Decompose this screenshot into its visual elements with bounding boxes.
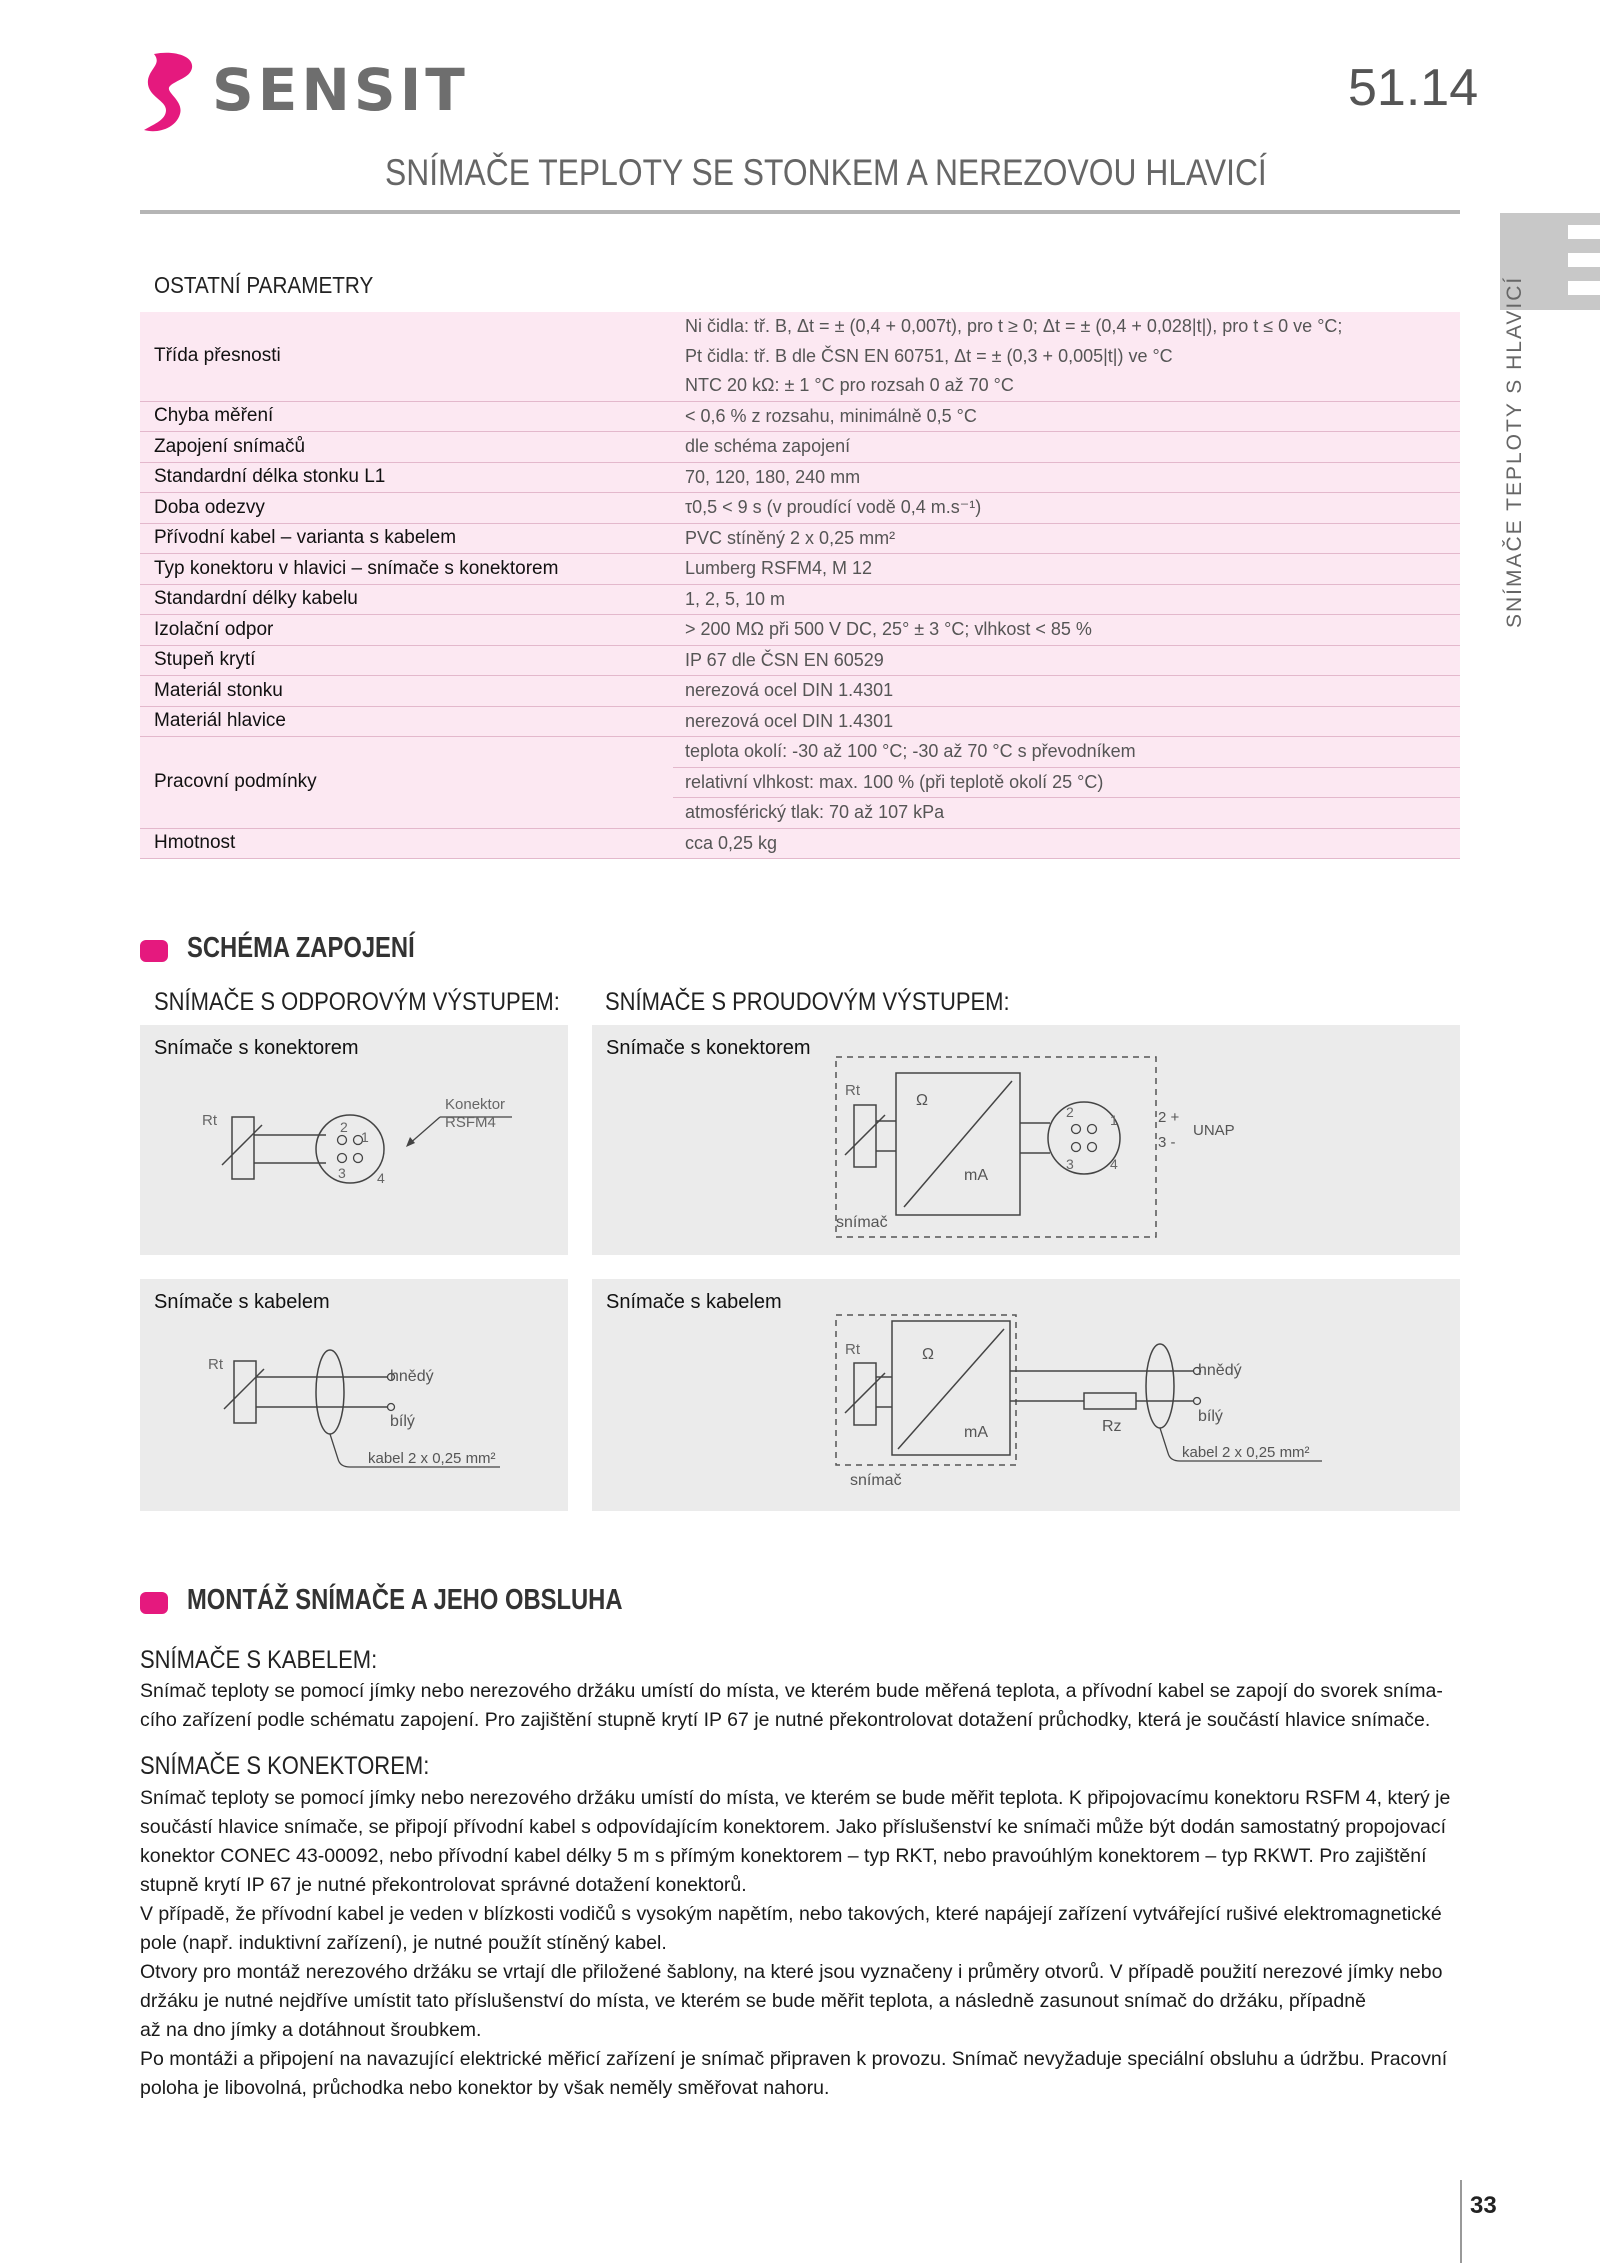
page-number-divider [1460,2180,1462,2263]
ohm-label: Ω [922,1346,934,1363]
wiring-diagram-resistive-connector [140,1025,568,1255]
table-row [140,584,1460,615]
row-label: Pracovní podmínky [140,737,673,829]
unap-label: UNAP [1193,1122,1235,1139]
ma-label: mA [964,1424,988,1441]
ohm-label: Ω [916,1092,928,1109]
pin-label: 4 [377,1170,385,1186]
row-value: atmosférický tlak: 70 až 107 kPa [673,798,1460,829]
schema-right-heading: SNÍMAČE S PROUDOVÝM VÝSTUPEM: [605,988,1010,1016]
row-label: Materiál hlavice [140,706,673,737]
table-row [140,401,1460,432]
row-value: NTC 20 kΩ: ± 1 °C pro rozsah 0 až 70 °C [673,371,1460,401]
section-bullet-icon [140,940,168,962]
text-line: Otvory pro montáž nerezového držáku se vrtají dle přiložené šablony, na které jsou vyznačeny i průměry otvorů. V případě použití nerezové jímky nebo [140,1961,1443,1983]
row-value: < 0,6 % z rozsahu, minimálně 0,5 °C [673,401,1460,432]
rz-label: Rz [1102,1418,1122,1435]
pin-label: 3 [1066,1156,1074,1172]
cable-label: kabel 2 x 0,25 mm² [1182,1444,1310,1461]
row-label: Standardní délky kabelu [140,584,673,615]
panel-title: Snímače s kabelem [154,1291,330,1313]
pin-label: 2 [340,1119,348,1135]
text-line: pole (např. induktivní zařízení), je nutné použít stíněný kabel. [140,1932,667,1954]
row-value: IP 67 dle ČSN EN 60529 [673,645,1460,676]
panel-current-connector [592,1025,1460,1255]
table-row [140,737,1460,768]
section-letter-e-icon [1568,225,1600,295]
pin-label: 1 [1110,1112,1118,1128]
text-line: poloha je libovolná, průchodka nebo konektor by však neměly směřovat nahoru. [140,2077,830,2099]
row-value: dle schéma zapojení [673,432,1460,463]
row-value: nerezová ocel DIN 1.4301 [673,676,1460,707]
wiring-diagram-current-cable [592,1279,1460,1511]
row-label: Třída přesnosti [140,312,673,401]
text-line: cího zařízení podle schématu zapojení. Pro zajištění stupně krytí IP 67 je nutné překontrolovat dotažení průchodky, která je součástí hlavice snímače. [140,1709,1431,1731]
connector-label: Konektor [445,1096,506,1113]
wiring-diagram-current-connector [592,1025,1460,1255]
row-value: 1, 2, 5, 10 m [673,584,1460,615]
brown-label: hnědý [1198,1362,1242,1379]
row-value: > 200 MΩ při 500 V DC, 25° ± 3 °C; vlhkost < 85 % [673,615,1460,646]
table-row [140,615,1460,646]
text-line: držáku je nutné nejdříve umístit tato příslušenství do místa, ve kterém se bude měřit teplota, a následně zasunout snímač do držáku, případně [140,1990,1366,2012]
logo [140,50,469,134]
panel-resistive-connector [140,1025,568,1255]
sensit-logo-icon [140,50,200,134]
plus-label: 2 + [1158,1109,1180,1126]
panel-title: Snímače s kabelem [606,1291,782,1313]
row-label: Chyba měření [140,401,673,432]
page-number: 33 [1470,2192,1497,2219]
row-label: Stupeň krytí [140,645,673,676]
table-row [140,706,1460,737]
minus-label: 3 - [1158,1134,1176,1151]
table-row [140,493,1460,524]
row-label: Typ konektoru v hlavici – snímače s konektorem [140,554,673,585]
header-rule [140,210,1460,214]
row-value: Pt čidla: tř. B dle ČSN EN 60751, Δt = ± (0,3 + 0,005|t|) ve °C [685,345,1173,366]
panel-current-cable [592,1279,1460,1511]
params-table [140,312,1460,859]
panel-resistive-cable [140,1279,568,1511]
table-row [140,432,1460,463]
white-label: bílý [1198,1408,1223,1425]
pin-label: 3 [338,1165,346,1181]
row-value: nerezová ocel DIN 1.4301 [673,706,1460,737]
brown-label: hnědý [390,1368,434,1385]
sensor-label: snímač [836,1214,888,1231]
text-line: až na dno jímky a dotáhnout šroubkem. [140,2019,482,2041]
page-title: SNÍMAČE TEPLOTY SE STONKEM A NEREZOVOU HLAVICÍ [385,152,1267,193]
schema-left-heading: SNÍMAČE S ODPOROVÝM VÝSTUPEM: [154,988,560,1016]
row-value: cca 0,25 kg [673,828,1460,859]
row-label: Zapojení snímačů [140,432,673,463]
document-number: 51.14 [1348,59,1479,117]
params-heading: OSTATNÍ PARAMETRY [154,272,374,298]
wiring-diagram-resistive-cable [140,1279,568,1511]
text-line: V případě, že přívodní kabel je veden v blízkosti vodičů s vysokým napětím, nebo takových, které napájejí zařízení vytvářející rušivé elektromagnetické [140,1903,1442,1925]
row-value: Lumberg RSFM4, M 12 [673,554,1460,585]
panel-title: Snímače s konektorem [606,1037,811,1059]
pin-label: 4 [1110,1156,1118,1172]
rsfm4-label: RSFM4 [445,1114,496,1131]
row-label: Standardní délka stonku L1 [140,462,673,493]
connector-paragraph [140,1784,1460,2103]
text-line: součástí hlavice snímače, se připojí přívodní kabel s odpovídajícím konektorem. Jako příslušenství ke snímači může být dodán samostatný propojovací [140,1816,1447,1838]
white-label: bílý [390,1413,415,1430]
panel-title: Snímače s konektorem [154,1037,359,1059]
table-row [140,462,1460,493]
rt-label: Rt [202,1112,217,1129]
cable-subheading: SNÍMAČE S KABELEM: [140,1646,378,1674]
text-line: stupně krytí IP 67 je nutné překontrolovat správné dotažení konektorů. [140,1874,747,1896]
cable-paragraph [140,1677,1460,1735]
sensor-label: snímač [850,1472,902,1489]
row-label: Hmotnost [140,828,673,859]
row-value: 70, 120, 180, 240 mm [673,462,1460,493]
rt-label: Rt [845,1082,860,1099]
pin-label: 2 [1066,1104,1074,1120]
row-value: relativní vlhkost: max. 100 % (při teplotě okolí 25 °C) [673,767,1460,798]
brand-name: SENSIT [212,56,469,124]
row-value: τ0,5 < 9 s (v proudící vodě 0,4 m.s⁻¹) [673,493,1460,524]
connector-subheading: SNÍMAČE S KONEKTOREM: [140,1752,430,1780]
cable-label: kabel 2 x 0,25 mm² [368,1450,496,1467]
row-value: Ni čidla: tř. B, Δt = ± (0,4 + 0,007t), pro t ≥ 0; Δt = ± (0,4 + 0,028|t|), pro t ≤ 0 ve °C; [685,316,1343,337]
text-line: konektor CONEC 43-00092, nebo přívodní kabel délky 5 m s přímým konektorem – typ RKT, nebo pravoúhlým konektorem – typ RKWT. Pro zajištění [140,1845,1427,1867]
table-row [140,312,1460,342]
row-value: PVC stíněný 2 x 0,25 mm² [673,523,1460,554]
text-line: Po montáži a připojení na navazující elektrické měřicí zařízení je snímač připraven k provozu. Snímač nevyžaduje speciální obsluhu a údržbu. Pracovní [140,2048,1448,2070]
schema-heading: SCHÉMA ZAPOJENÍ [187,932,415,964]
row-value: teplota okolí: -30 až 100 °C; -30 až 70 °C s převodníkem [673,737,1460,768]
rt-label: Rt [845,1341,860,1358]
table-row [140,676,1460,707]
row-label: Materiál stonku [140,676,673,707]
table-row [140,645,1460,676]
text-line: Snímač teploty se pomocí jímky nebo nerezového držáku umístí do místa, ve kterém bude měřená teplota, a přívodní kabel se zapojí do svorek sníma- [140,1680,1443,1702]
text-line: Snímač teploty se pomocí jímky nebo nerezového držáku umístí do místa, ve kterém se bude měřit teplota. K připojovacímu konektoru RSFM 4, který je [140,1787,1451,1809]
pin-label: 1 [361,1129,369,1145]
table-row [140,828,1460,859]
ma-label: mA [964,1167,988,1184]
side-label: SNÍMAČE TEPLOTY S HLAVICÍ [1503,275,1526,628]
row-label: Izolační odpor [140,615,673,646]
rt-label: Rt [208,1356,223,1373]
row-label: Přívodní kabel – varianta s kabelem [140,523,673,554]
section-bullet-icon [140,1592,168,1614]
montaz-heading: MONTÁŽ SNÍMAČE A JEHO OBSLUHA [187,1584,623,1616]
row-label: Doba odezvy [140,493,673,524]
table-row [140,554,1460,585]
table-row [140,523,1460,554]
